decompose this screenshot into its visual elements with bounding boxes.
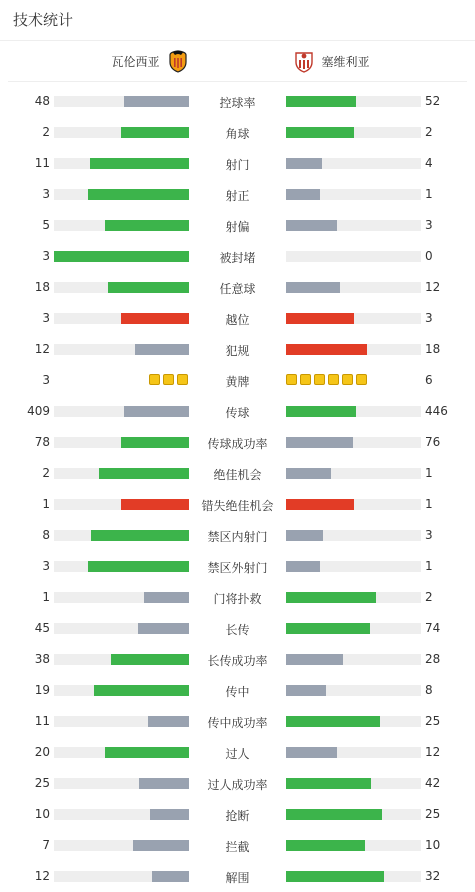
away-bar-track [286, 282, 421, 293]
stat-label: 传中 [225, 685, 250, 699]
home-bar [91, 530, 189, 541]
home-bar [105, 220, 189, 231]
stat-label: 错失绝佳机会 [201, 499, 274, 513]
home-bar [138, 623, 189, 634]
home-bar-track [54, 654, 189, 665]
away-bar-track [286, 189, 421, 200]
home-value: 20 [34, 745, 50, 759]
away-bar [286, 561, 320, 572]
away-value: 0 [425, 249, 433, 263]
away-value: 3 [425, 528, 433, 542]
home-bar-track [54, 809, 189, 820]
away-value: 25 [425, 807, 441, 821]
home-bar [108, 282, 189, 293]
home-value: 12 [34, 342, 50, 356]
away-bar-track [286, 127, 421, 138]
stat-label: 禁区外射门 [207, 561, 268, 575]
away-value: 1 [425, 559, 433, 573]
away-bar-track [286, 251, 421, 262]
stat-row [0, 86, 475, 117]
stat-label: 角球 [225, 127, 250, 141]
home-bar-track [54, 344, 189, 355]
stat-label: 射偏 [225, 220, 250, 234]
home-value: 7 [42, 838, 50, 852]
home-bar [124, 406, 189, 417]
home-bar [121, 127, 189, 138]
home-value: 48 [34, 94, 50, 108]
away-value: 42 [425, 776, 441, 790]
home-value: 3 [42, 249, 50, 263]
stat-row [0, 489, 475, 520]
teams-header [8, 41, 467, 82]
stat-row [0, 427, 475, 458]
away-team[interactable] [292, 49, 370, 73]
home-bar-track [54, 561, 189, 572]
stat-row [0, 613, 475, 644]
home-value: 38 [34, 652, 50, 666]
home-bar-track [54, 499, 189, 510]
yellow-card-icon [356, 374, 367, 385]
home-bar [144, 592, 189, 603]
away-bar-track [286, 623, 421, 634]
away-bar-track [286, 654, 421, 665]
yellow-card-icon [163, 374, 174, 385]
sevilla-crest-icon [292, 49, 316, 73]
stat-row [0, 675, 475, 706]
home-bar-track [54, 406, 189, 417]
stat-label: 长传 [225, 623, 250, 637]
home-bar-track [54, 282, 189, 293]
home-bar-track [54, 778, 189, 789]
yellow-card-icon [314, 374, 325, 385]
stat-label: 传球成功率 [207, 437, 268, 451]
away-value: 18 [425, 342, 441, 356]
stat-row [0, 768, 475, 799]
away-bar-track [286, 809, 421, 820]
home-value: 25 [34, 776, 50, 790]
home-bar [88, 561, 189, 572]
away-bar-track [286, 158, 421, 169]
away-bar-track [286, 716, 421, 727]
home-bar-track [54, 189, 189, 200]
away-bar-track [286, 778, 421, 789]
home-bar-track [54, 716, 189, 727]
stat-label: 禁区内射门 [207, 530, 268, 544]
home-bar-track [54, 623, 189, 634]
stat-label: 黄牌 [225, 375, 250, 389]
away-value: 1 [425, 497, 433, 511]
yellow-card-icon [149, 374, 160, 385]
stat-row [0, 365, 475, 396]
away-bar [286, 189, 320, 200]
home-bar [139, 778, 189, 789]
home-value: 11 [34, 156, 50, 170]
away-bar [286, 127, 354, 138]
away-bar [286, 654, 343, 665]
away-bar [286, 778, 371, 789]
home-bar [150, 809, 189, 820]
stat-row [0, 241, 475, 272]
away-bar-track [286, 685, 421, 696]
home-bar-track [54, 96, 189, 107]
stat-label: 抢断 [225, 809, 250, 823]
stat-label: 解围 [225, 871, 250, 885]
stat-row [0, 458, 475, 489]
away-bar [286, 96, 356, 107]
home-value: 5 [42, 218, 50, 232]
home-bar-track [54, 220, 189, 231]
home-bar-track [54, 158, 189, 169]
home-value: 3 [42, 559, 50, 573]
stat-label: 被封堵 [219, 251, 256, 265]
away-bar-track [286, 592, 421, 603]
home-bar [152, 871, 189, 882]
away-bar [286, 468, 331, 479]
home-value: 19 [34, 683, 50, 697]
away-bar-track [286, 840, 421, 851]
away-bar [286, 282, 340, 293]
yellow-card-icon [177, 374, 188, 385]
stat-row [0, 303, 475, 334]
away-bar [286, 437, 353, 448]
home-value: 3 [42, 311, 50, 325]
away-value: 74 [425, 621, 441, 635]
home-bar-track [54, 747, 189, 758]
home-value: 12 [34, 869, 50, 883]
home-value: 78 [34, 435, 50, 449]
home-value: 3 [42, 187, 50, 201]
stat-row [0, 179, 475, 210]
away-value: 52 [425, 94, 441, 108]
away-bar-track [286, 561, 421, 572]
stat-row [0, 117, 475, 148]
away-bar-track [286, 530, 421, 541]
home-bar-track [54, 251, 189, 262]
away-bar-track [286, 406, 421, 417]
home-bar-track [54, 437, 189, 448]
stat-row [0, 551, 475, 582]
away-bar [286, 530, 323, 541]
away-value: 28 [425, 652, 441, 666]
away-bar-track [286, 747, 421, 758]
stats-list [0, 86, 475, 892]
away-bar-track [286, 96, 421, 107]
away-value: 6 [425, 373, 433, 387]
home-bar [88, 189, 189, 200]
stat-row [0, 799, 475, 830]
away-bar [286, 685, 326, 696]
home-value: 409 [27, 404, 50, 418]
home-value: 3 [42, 373, 50, 387]
stat-label: 越位 [225, 313, 250, 327]
away-team-name: 塞维利亚 [321, 54, 370, 69]
away-value: 1 [425, 466, 433, 480]
home-value: 8 [42, 528, 50, 542]
home-bar [148, 716, 189, 727]
home-bar-track [54, 840, 189, 851]
stat-label: 过人 [225, 747, 250, 761]
yellow-card-icon [328, 374, 339, 385]
stat-label: 传球 [225, 406, 250, 420]
home-value: 18 [34, 280, 50, 294]
stat-row [0, 396, 475, 427]
stat-row [0, 334, 475, 365]
away-bar-track [286, 871, 421, 882]
away-value: 12 [425, 745, 441, 759]
away-value: 3 [425, 311, 433, 325]
stat-label: 传中成功率 [207, 716, 268, 730]
stat-label: 绝佳机会 [213, 468, 262, 482]
home-bar [90, 158, 189, 169]
away-bar [286, 809, 382, 820]
away-value: 3 [425, 218, 433, 232]
stat-label: 过人成功率 [207, 778, 268, 792]
home-team[interactable] [111, 49, 189, 73]
away-bar-track [286, 468, 421, 479]
stat-row [0, 861, 475, 892]
away-value: 1 [425, 187, 433, 201]
stat-row [0, 520, 475, 551]
home-bar [99, 468, 189, 479]
home-bar [121, 313, 189, 324]
away-value: 2 [425, 125, 433, 139]
home-bar-track [54, 468, 189, 479]
stat-label: 犯规 [225, 344, 250, 358]
away-value: 4 [425, 156, 433, 170]
away-bar [286, 220, 337, 231]
away-bar [286, 499, 354, 510]
away-bar-track [286, 499, 421, 510]
home-value: 2 [42, 466, 50, 480]
away-value: 2 [425, 590, 433, 604]
home-bar-track [54, 127, 189, 138]
home-bar-track [54, 871, 189, 882]
away-value: 25 [425, 714, 441, 728]
away-value: 8 [425, 683, 433, 697]
home-bar [94, 685, 189, 696]
away-bar-track [286, 344, 421, 355]
away-bar [286, 406, 356, 417]
stat-label: 拦截 [225, 840, 250, 854]
stat-row [0, 830, 475, 861]
home-bar [121, 499, 189, 510]
away-value: 12 [425, 280, 441, 294]
home-value: 2 [42, 125, 50, 139]
away-yellow-cards [286, 374, 367, 385]
away-bar [286, 158, 322, 169]
stat-row [0, 148, 475, 179]
yellow-card-icon [300, 374, 311, 385]
stat-row [0, 210, 475, 241]
away-bar [286, 313, 354, 324]
home-bar [105, 747, 189, 758]
home-bar [124, 96, 189, 107]
away-bar [286, 747, 337, 758]
home-value: 45 [34, 621, 50, 635]
home-bar [54, 251, 189, 262]
home-bar-track [54, 530, 189, 541]
away-bar [286, 840, 365, 851]
away-bar [286, 592, 376, 603]
away-value: 32 [425, 869, 441, 883]
stat-row [0, 272, 475, 303]
stat-label: 任意球 [219, 282, 256, 296]
stat-label: 长传成功率 [207, 654, 268, 668]
away-bar [286, 623, 370, 634]
stat-label: 控球率 [219, 96, 256, 110]
away-bar [286, 344, 367, 355]
home-bar [135, 344, 189, 355]
stat-row [0, 582, 475, 613]
away-value: 76 [425, 435, 441, 449]
home-bar [111, 654, 189, 665]
home-bar [121, 437, 189, 448]
away-bar [286, 716, 380, 727]
home-value: 11 [34, 714, 50, 728]
away-value: 446 [425, 404, 448, 418]
stat-label: 门将扑救 [213, 592, 262, 606]
away-bar-track [286, 437, 421, 448]
yellow-card-icon [342, 374, 353, 385]
stat-label: 射门 [225, 158, 250, 172]
home-value: 1 [42, 590, 50, 604]
away-value: 10 [425, 838, 441, 852]
away-bar-track [286, 313, 421, 324]
away-bar-track [286, 220, 421, 231]
home-yellow-cards [149, 374, 188, 385]
home-value: 10 [34, 807, 50, 821]
stat-label: 射正 [225, 189, 250, 203]
stat-row [0, 737, 475, 768]
home-bar-track [54, 592, 189, 603]
yellow-card-icon [286, 374, 297, 385]
away-bar [286, 871, 384, 882]
home-value: 1 [42, 497, 50, 511]
stat-row [0, 644, 475, 675]
page-title: 技术统计 [0, 0, 475, 41]
home-bar [133, 840, 189, 851]
home-bar-track [54, 313, 189, 324]
stat-row [0, 706, 475, 737]
home-bar-track [54, 685, 189, 696]
home-team-name: 瓦伦西亚 [111, 54, 160, 69]
valencia-crest-icon [166, 49, 190, 73]
